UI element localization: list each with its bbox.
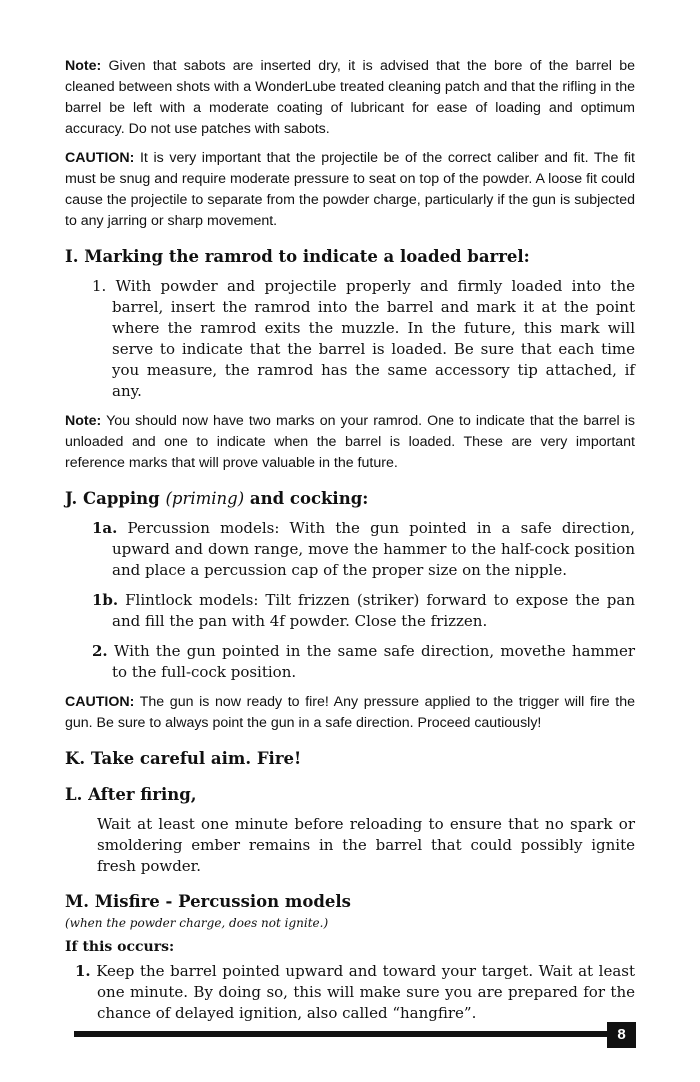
section-j-item-1a (65, 518, 635, 581)
section-j-item-2 (65, 641, 635, 683)
item-text: Flintlock models: Tilt frizzen (striker) forward to expose the pan and fill the pan with 4f powder. Close the frizzen. (112, 591, 635, 630)
section-i-item-1 (65, 276, 635, 402)
note-ramrod-marks (65, 411, 635, 474)
section-i-heading: I. Marking the ramrod to indicate a loaded barrel: (65, 247, 530, 266)
heading-part: J. Capping (65, 489, 166, 508)
item-number: 2. (92, 642, 108, 660)
item-number: 1. (75, 962, 91, 980)
footer-rule (74, 1031, 610, 1037)
note-label: Note: (65, 413, 102, 429)
manual-page (65, 56, 635, 1033)
section-m-label: If this occurs: (65, 939, 175, 955)
item-number: 1a. (92, 519, 118, 537)
item-text: With powder and projectile properly and firmly loaded into the barrel, insert the ramrod into the barrel and mark it at the point where the ramrod exits the muzzle. In the future, this mark will serve to indicate that the barrel is loaded. Be sure that each time you measure, the ramrod has the same accessory tip attached, if any. (106, 277, 635, 400)
note-sabots (65, 56, 635, 140)
section-l-text: Wait at least one minute before reloading to ensure that no spark or smoldering ember remains in the barrel that could possibly ignite fresh powder. (97, 815, 635, 875)
caution-text: The gun is now ready to fire! Any pressure applied to the trigger will fire the gun. Be sure to always point the gun in a safe direction. Proceed cautiously! (65, 694, 635, 731)
heading-part: and cocking: (244, 489, 369, 508)
item-number: 1b. (92, 591, 119, 609)
section-m-item-1 (65, 961, 635, 1024)
caution-label: CAUTION: (65, 150, 135, 166)
note-label: Note: (65, 58, 102, 74)
section-j-heading (65, 488, 635, 510)
caution-ready-to-fire (65, 692, 635, 734)
section-m-subheading: (when the powder charge, does not ignite.) (65, 916, 329, 930)
page-number: 8 (607, 1022, 636, 1048)
heading-italic: (priming) (165, 489, 245, 508)
item-text: Keep the barrel pointed upward and toward your target. Wait at least one minute. By doing so, this will make sure you are prepared for the chance of delayed ignition, also called “hangfire”. (90, 962, 635, 1022)
caution-projectile-fit (65, 148, 635, 232)
section-m-heading: M. Misfire - Percussion models (65, 892, 351, 911)
section-l-heading: L. After firing, (65, 785, 197, 804)
item-text: With the gun pointed in the same safe direction, movethe hammer to the full-cock position. (107, 642, 635, 681)
note-text: You should now have two marks on your ramrod. One to indicate that the barrel is unloaded and one to indicate when the barrel is loaded. These are very important reference marks that will prove valuable in the future. (65, 413, 635, 471)
section-j-item-1b (65, 590, 635, 632)
item-text: Percussion models: With the gun pointed in a safe direction, upward and down range, move the hammer to the half-cock position and place a percussion cap of the proper size on the nipple. (112, 519, 635, 579)
caution-label: CAUTION: (65, 694, 135, 710)
note-text: Given that sabots are inserted dry, it is advised that the bore of the barrel be cleaned between shots with a WonderLube treated cleaning patch and that the rifling in the barrel be left with a moderate coating of lubricant for ease of loading and optimum accuracy. Do not use patches with sabots. (65, 58, 635, 137)
caution-text: It is very important that the projectile be of the correct caliber and fit. The fit must be snug and require moderate pressure to seat on top of the powder. A loose fit could cause the projectile to separate from the powder charge, particularly if the gun is subjected to any jarring or sharp movement. (65, 150, 635, 229)
item-number: 1. (92, 277, 107, 295)
section-k-heading: K. Take careful aim. Fire! (65, 749, 302, 768)
